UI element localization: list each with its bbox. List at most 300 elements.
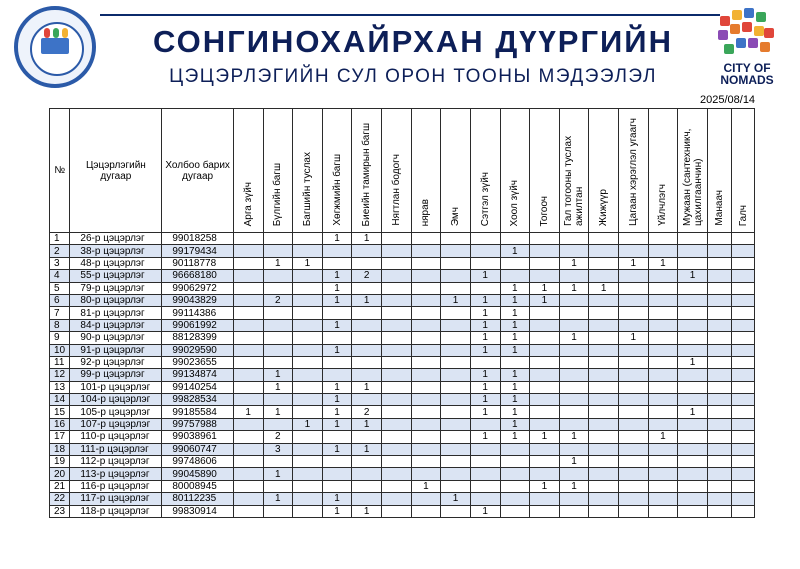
- vacancy-count: [589, 431, 619, 443]
- vacancy-count: [678, 493, 708, 505]
- vacancy-count: 1: [648, 257, 678, 269]
- vacancy-count: [559, 319, 589, 331]
- vacancy-count: [352, 307, 382, 319]
- vacancy-count: [707, 332, 732, 344]
- vacancy-count: [559, 294, 589, 306]
- col-header-position: Эмч: [441, 109, 471, 233]
- vacancy-count: 2: [352, 406, 382, 418]
- vacancy-count: 1: [500, 394, 530, 406]
- vacancy-count: [322, 431, 352, 443]
- vacancy-count: [732, 332, 755, 344]
- vacancy-count: 1: [322, 270, 352, 282]
- vacancy-count: [441, 406, 471, 418]
- vacancy-count: [352, 344, 382, 356]
- vacancy-count: 1: [322, 294, 352, 306]
- vacancy-count: [352, 493, 382, 505]
- contact-phone: 99748606: [162, 456, 234, 468]
- vacancy-count: [530, 356, 560, 368]
- vacancy-count: [619, 480, 649, 492]
- vacancy-count: [732, 369, 755, 381]
- vacancy-count: [732, 468, 755, 480]
- table-row: [50, 406, 755, 418]
- vacancy-count: [530, 257, 560, 269]
- vacancy-count: [500, 456, 530, 468]
- vacancy-count: 1: [263, 493, 293, 505]
- vacancy-count: [559, 344, 589, 356]
- vacancy-count: [559, 245, 589, 257]
- vacancy-count: [293, 406, 323, 418]
- vacancy-count: [559, 394, 589, 406]
- vacancy-count: [411, 356, 441, 368]
- vacancy-count: [559, 493, 589, 505]
- vacancy-count: [559, 381, 589, 393]
- vacancy-count: 1: [293, 418, 323, 430]
- table-row: [50, 332, 755, 344]
- contact-phone: 99185584: [162, 406, 234, 418]
- vacancy-count: 1: [470, 406, 500, 418]
- vacancy-count: [707, 468, 732, 480]
- col-header-position: Үйлчлэгч: [648, 109, 678, 233]
- vacancy-count: [293, 344, 323, 356]
- kindergarten-name: 112-р цэцэрлэг: [70, 456, 162, 468]
- col-header-position: Хөгжмийн багш: [322, 109, 352, 233]
- vacancy-count: [382, 294, 412, 306]
- vacancy-count: [352, 257, 382, 269]
- vacancy-count: [322, 307, 352, 319]
- vacancy-count: [293, 493, 323, 505]
- vacancy-count: [293, 319, 323, 331]
- vacancy-count: [530, 394, 560, 406]
- emblem-figure: [53, 28, 59, 38]
- row-number: 23: [50, 505, 70, 517]
- contact-phone: 99060747: [162, 443, 234, 455]
- vacancy-count: [411, 282, 441, 294]
- vacancy-count: 1: [263, 406, 293, 418]
- vacancy-count: [293, 468, 323, 480]
- vacancy-count: [500, 480, 530, 492]
- vacancy-count: 1: [322, 443, 352, 455]
- vacancy-count: [293, 456, 323, 468]
- vacancy-count: [263, 270, 293, 282]
- vacancy-count: [293, 443, 323, 455]
- vacancy-count: [678, 381, 708, 393]
- vacancy-count: [411, 394, 441, 406]
- vacancy-count: [352, 245, 382, 257]
- vacancy-count: [263, 418, 293, 430]
- vacancy-count: [322, 356, 352, 368]
- vacancy-count: [732, 456, 755, 468]
- vacancy-count: [619, 344, 649, 356]
- vacancy-count: 1: [411, 480, 441, 492]
- row-number: 6: [50, 294, 70, 306]
- vacancy-count: 1: [559, 332, 589, 344]
- vacancy-count: [678, 257, 708, 269]
- vacancy-count: [500, 468, 530, 480]
- vacancy-count: [233, 233, 263, 245]
- kindergarten-name: 107-р цэцэрлэг: [70, 418, 162, 430]
- vacancy-count: [707, 456, 732, 468]
- vacancy-count: [589, 270, 619, 282]
- vacancy-count: [707, 505, 732, 517]
- vacancy-count: [263, 456, 293, 468]
- vacancy-count: [619, 319, 649, 331]
- city-of-nomads-label: CITY OF NOMADS: [720, 61, 774, 87]
- vacancy-count: [263, 394, 293, 406]
- vacancy-count: [732, 406, 755, 418]
- vacancy-table: [49, 108, 755, 518]
- table-row: [50, 505, 755, 517]
- table-row: [50, 319, 755, 331]
- vacancy-count: [732, 294, 755, 306]
- vacancy-count: [559, 270, 589, 282]
- row-number: 21: [50, 480, 70, 492]
- vacancy-count: [382, 270, 412, 282]
- contact-phone: 96668180: [162, 270, 234, 282]
- vacancy-count: [382, 332, 412, 344]
- vacancy-count: [707, 319, 732, 331]
- vacancy-count: [619, 443, 649, 455]
- contact-phone: 99114386: [162, 307, 234, 319]
- vacancy-count: [233, 257, 263, 269]
- vacancy-count: [382, 505, 412, 517]
- vacancy-count: 1: [589, 282, 619, 294]
- row-number: 5: [50, 282, 70, 294]
- vacancy-count: [732, 270, 755, 282]
- vacancy-count: 1: [500, 418, 530, 430]
- col-header-position: Арга зүйч: [233, 109, 263, 233]
- vacancy-count: [678, 332, 708, 344]
- vacancy-count: [352, 369, 382, 381]
- vacancy-count: [441, 307, 471, 319]
- vacancy-count: [233, 480, 263, 492]
- vacancy-count: [589, 369, 619, 381]
- vacancy-count: [530, 456, 560, 468]
- vacancy-count: [382, 369, 412, 381]
- vacancy-count: [530, 418, 560, 430]
- vacancy-count: [233, 456, 263, 468]
- vacancy-count: [293, 282, 323, 294]
- col-header-position: Манаач: [707, 109, 732, 233]
- table-row: [50, 431, 755, 443]
- vacancy-count: [411, 406, 441, 418]
- vacancy-count: [382, 381, 412, 393]
- vacancy-count: 1: [500, 332, 530, 344]
- vacancy-count: [233, 356, 263, 368]
- vacancy-count: 1: [500, 307, 530, 319]
- vacancy-count: [589, 257, 619, 269]
- vacancy-count: [500, 233, 530, 245]
- vacancy-count: [293, 307, 323, 319]
- col-header-position: Бүлгийн багш: [263, 109, 293, 233]
- vacancy-count: [589, 505, 619, 517]
- vacancy-count: [293, 480, 323, 492]
- vacancy-count: [411, 344, 441, 356]
- vacancy-count: [648, 356, 678, 368]
- vacancy-count: [233, 344, 263, 356]
- vacancy-count: [619, 418, 649, 430]
- vacancy-count: [678, 369, 708, 381]
- row-number: 12: [50, 369, 70, 381]
- vacancy-count: [441, 431, 471, 443]
- vacancy-count: [648, 418, 678, 430]
- col-header-position: Тогооч: [530, 109, 560, 233]
- vacancy-count: [411, 257, 441, 269]
- vacancy-count: [648, 294, 678, 306]
- vacancy-count: [589, 456, 619, 468]
- vacancy-count: [263, 356, 293, 368]
- vacancy-count: [441, 319, 471, 331]
- row-number: 19: [50, 456, 70, 468]
- vacancy-count: [411, 369, 441, 381]
- vacancy-count: [732, 319, 755, 331]
- contact-phone: 99757988: [162, 418, 234, 430]
- vacancy-count: [619, 270, 649, 282]
- row-number: 18: [50, 443, 70, 455]
- vacancy-count: [233, 270, 263, 282]
- vacancy-count: [707, 356, 732, 368]
- vacancy-count: [322, 468, 352, 480]
- table-row: [50, 369, 755, 381]
- row-number: 17: [50, 431, 70, 443]
- vacancy-count: 1: [263, 468, 293, 480]
- row-number: 8: [50, 319, 70, 331]
- vacancy-count: [707, 381, 732, 393]
- vacancy-count: [619, 356, 649, 368]
- vacancy-count: [589, 307, 619, 319]
- vacancy-count: [411, 332, 441, 344]
- vacancy-count: 1: [441, 294, 471, 306]
- vacancy-count: [322, 332, 352, 344]
- vacancy-count: [732, 381, 755, 393]
- vacancy-count: [411, 307, 441, 319]
- vacancy-count: [619, 394, 649, 406]
- vacancy-count: [382, 468, 412, 480]
- kindergarten-name: 55-р цэцэрлэг: [70, 270, 162, 282]
- emblem-figure: [44, 28, 50, 38]
- vacancy-count: [619, 294, 649, 306]
- vacancy-count: 1: [441, 493, 471, 505]
- vacancy-count: 1: [559, 456, 589, 468]
- kindergarten-name: 105-р цэцэрлэг: [70, 406, 162, 418]
- kindergarten-name: 104-р цэцэрлэг: [70, 394, 162, 406]
- vacancy-count: [233, 431, 263, 443]
- vacancy-count: [382, 307, 412, 319]
- vacancy-count: [619, 307, 649, 319]
- vacancy-count: [648, 332, 678, 344]
- table-row: [50, 418, 755, 430]
- vacancy-count: [441, 418, 471, 430]
- vacancy-count: [648, 394, 678, 406]
- vacancy-count: [352, 332, 382, 344]
- vacancy-count: [678, 431, 708, 443]
- vacancy-count: 1: [500, 369, 530, 381]
- vacancy-count: [530, 245, 560, 257]
- vacancy-count: [732, 233, 755, 245]
- vacancy-count: 1: [470, 332, 500, 344]
- vacancy-count: [233, 493, 263, 505]
- vacancy-count: 1: [470, 294, 500, 306]
- vacancy-count: [441, 480, 471, 492]
- vacancy-count: [707, 270, 732, 282]
- vacancy-count: [619, 456, 649, 468]
- row-number: 4: [50, 270, 70, 282]
- vacancy-count: [648, 468, 678, 480]
- table-row: [50, 270, 755, 282]
- vacancy-count: 2: [263, 294, 293, 306]
- vacancy-count: [263, 319, 293, 331]
- vacancy-count: [352, 431, 382, 443]
- vacancy-count: [352, 468, 382, 480]
- vacancy-count: [411, 456, 441, 468]
- vacancy-count: [648, 406, 678, 418]
- vacancy-count: 1: [352, 381, 382, 393]
- vacancy-count: [648, 270, 678, 282]
- vacancy-count: [233, 443, 263, 455]
- vacancy-count: [530, 381, 560, 393]
- vacancy-count: [648, 344, 678, 356]
- vacancy-count: 3: [263, 443, 293, 455]
- kindergarten-name: 81-р цэцэрлэг: [70, 307, 162, 319]
- vacancy-count: [707, 282, 732, 294]
- contact-phone: 99134874: [162, 369, 234, 381]
- vacancy-count: [441, 344, 471, 356]
- table-row: [50, 381, 755, 393]
- vacancy-count: [589, 381, 619, 393]
- col-header-num: №: [50, 109, 70, 233]
- vacancy-count: 1: [470, 307, 500, 319]
- vacancy-count: [382, 443, 412, 455]
- vacancy-count: [441, 394, 471, 406]
- vacancy-count: [732, 245, 755, 257]
- vacancy-count: [322, 480, 352, 492]
- row-number: 10: [50, 344, 70, 356]
- vacancy-count: [470, 257, 500, 269]
- report-date: 2025/08/14: [700, 94, 756, 106]
- row-number: 14: [50, 394, 70, 406]
- vacancy-count: [470, 233, 500, 245]
- vacancy-count: [678, 294, 708, 306]
- vacancy-count: [707, 443, 732, 455]
- vacancy-count: [707, 431, 732, 443]
- kindergarten-name: 117-р цэцэрлэг: [70, 493, 162, 505]
- vacancy-count: [530, 493, 560, 505]
- vacancy-count: [648, 369, 678, 381]
- vacancy-count: [441, 245, 471, 257]
- vacancy-count: 1: [500, 431, 530, 443]
- table-row: [50, 394, 755, 406]
- kindergarten-name: 110-р цэцэрлэг: [70, 431, 162, 443]
- vacancy-count: [678, 456, 708, 468]
- vacancy-count: [732, 356, 755, 368]
- table-row: [50, 344, 755, 356]
- vacancy-count: [233, 245, 263, 257]
- vacancy-count: [293, 505, 323, 517]
- vacancy-count: [559, 233, 589, 245]
- contact-phone: 99043829: [162, 294, 234, 306]
- vacancy-count: 1: [500, 294, 530, 306]
- vacancy-count: [470, 418, 500, 430]
- table-row: [50, 245, 755, 257]
- vacancy-count: [589, 233, 619, 245]
- vacancy-count: [411, 270, 441, 282]
- table-row: [50, 443, 755, 455]
- vacancy-count: 1: [619, 332, 649, 344]
- col-header-position: Жижүүр: [589, 109, 619, 233]
- vacancy-count: 1: [352, 443, 382, 455]
- vacancy-count: 1: [530, 294, 560, 306]
- vacancy-count: [382, 319, 412, 331]
- vacancy-count: [707, 418, 732, 430]
- row-number: 13: [50, 381, 70, 393]
- vacancy-count: [530, 344, 560, 356]
- vacancy-count: [707, 233, 732, 245]
- vacancy-count: [233, 468, 263, 480]
- vacancy-count: [441, 468, 471, 480]
- vacancy-count: 1: [322, 418, 352, 430]
- kindergarten-name: 118-р цэцэрлэг: [70, 505, 162, 517]
- vacancy-count: [500, 356, 530, 368]
- table-header-row: [50, 109, 755, 233]
- vacancy-count: [382, 480, 412, 492]
- vacancy-count: [293, 431, 323, 443]
- vacancy-count: [589, 493, 619, 505]
- row-number: 11: [50, 356, 70, 368]
- contact-phone: 80008945: [162, 480, 234, 492]
- vacancy-count: [707, 480, 732, 492]
- vacancy-count: [352, 456, 382, 468]
- kindergarten-name: 79-р цэцэрлэг: [70, 282, 162, 294]
- kindergarten-name: 111-р цэцэрлэг: [70, 443, 162, 455]
- vacancy-count: [707, 493, 732, 505]
- vacancy-count: [293, 369, 323, 381]
- vacancy-count: 1: [470, 270, 500, 282]
- vacancy-count: 1: [263, 369, 293, 381]
- vacancy-count: [470, 456, 500, 468]
- vacancy-count: 1: [352, 294, 382, 306]
- vacancy-count: [441, 332, 471, 344]
- vacancy-count: [589, 418, 619, 430]
- vacancy-count: 1: [678, 270, 708, 282]
- vacancy-count: 1: [678, 406, 708, 418]
- vacancy-count: [589, 480, 619, 492]
- table-row: [50, 493, 755, 505]
- vacancy-count: [411, 319, 441, 331]
- header-rule: [100, 14, 720, 16]
- vacancy-count: [559, 356, 589, 368]
- vacancy-count: [322, 245, 352, 257]
- vacancy-count: [707, 344, 732, 356]
- kindergarten-name: 80-р цэцэрлэг: [70, 294, 162, 306]
- vacancy-count: [470, 480, 500, 492]
- vacancy-count: [707, 245, 732, 257]
- row-number: 9: [50, 332, 70, 344]
- vacancy-count: 1: [530, 480, 560, 492]
- vacancy-count: [530, 233, 560, 245]
- vacancy-count: [233, 505, 263, 517]
- emblem-book-icon: [41, 38, 69, 54]
- vacancy-count: [382, 431, 412, 443]
- vacancy-count: [233, 381, 263, 393]
- vacancy-count: [648, 245, 678, 257]
- vacancy-count: 1: [470, 505, 500, 517]
- vacancy-count: [411, 493, 441, 505]
- vacancy-count: [530, 468, 560, 480]
- vacancy-count: [678, 233, 708, 245]
- vacancy-count: [707, 406, 732, 418]
- vacancy-count: [411, 505, 441, 517]
- vacancy-count: 1: [559, 480, 589, 492]
- vacancy-count: [678, 394, 708, 406]
